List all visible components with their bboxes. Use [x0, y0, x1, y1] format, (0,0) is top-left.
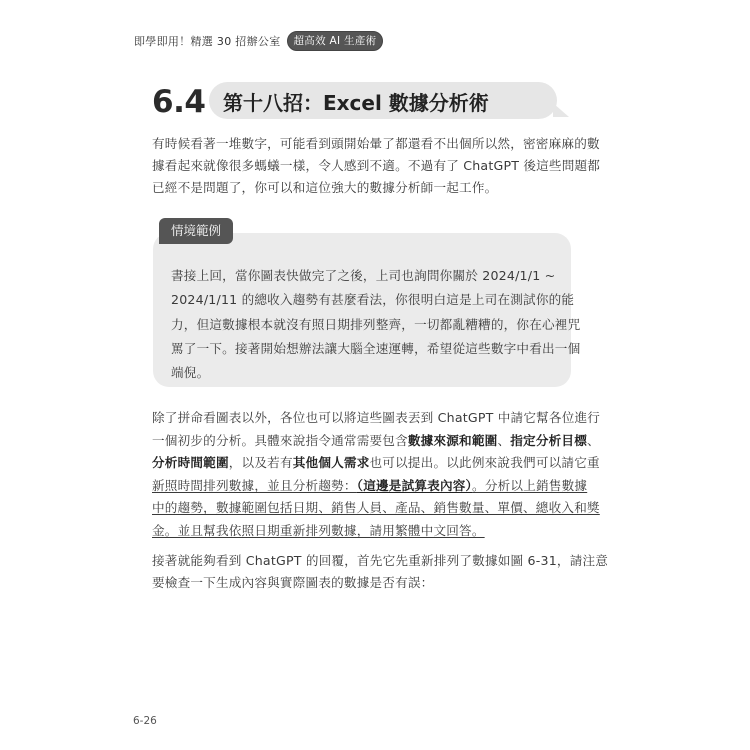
- book-title: 即學即用！精選 30 招辦公室: [134, 35, 281, 48]
- body-text: 、: [587, 432, 600, 448]
- body-paragraph: [152, 407, 601, 543]
- prompt-placeholder: （這邊是試算表內容）: [356, 477, 473, 493]
- intro-line: 已經不是問題了，你可以和這位強大的數據分析師一起工作。: [152, 180, 498, 196]
- body-line: [152, 452, 600, 475]
- page-number: 6-26: [133, 715, 157, 727]
- body-line: [152, 475, 588, 498]
- scenario-line: 書接上回，當你圖表快做完了之後，上司也詢問你關於 2024/1/1 ~: [171, 268, 556, 283]
- section-title-bubble: [209, 82, 557, 119]
- intro-line: 據看起來就像很多螞蟻一樣，令人感到不適。不過有了 ChatGPT 後這些問題都: [152, 158, 601, 174]
- emphasis-personal-needs: 其他個人需求: [292, 455, 370, 471]
- body-text: 、: [497, 432, 511, 448]
- section-heading: [152, 80, 572, 120]
- scenario-line: 端倪。: [171, 365, 210, 381]
- body-text: 一個初步的分析。具體來說指令通常需要包含: [152, 432, 408, 448]
- scenario-line: 2024/1/11 的總收入趨勢有甚麼看法，你很明白這是上司在測試你的能: [171, 292, 575, 308]
- running-header: [134, 31, 383, 51]
- emphasis-time-range: 分析時間範圍: [152, 455, 229, 471]
- intro-paragraph: [152, 133, 601, 200]
- section-title: 第十八招：Excel 數據分析術: [223, 91, 489, 115]
- body-text: 也可以提出。以此例來說我們可以請它重: [369, 455, 600, 471]
- followup-paragraph: [152, 550, 609, 594]
- series-badge: 超高效 AI 生產術: [287, 31, 384, 51]
- body-line: [152, 430, 600, 453]
- prompt-line: 金。並且幫我依照日期重新排列數據，請用繁體中文回答。: [152, 522, 485, 538]
- prompt-text: 。分析以上銷售數據: [472, 477, 588, 493]
- prompt-text: 新照時間排列數據，並且分析趨勢：: [152, 477, 357, 493]
- scenario-tab-label: 情境範例: [159, 218, 233, 244]
- body-text: ，以及若有: [228, 455, 293, 471]
- emphasis-data-source: 數據來源和範圍: [407, 432, 498, 448]
- scenario-line: 力，但這數據根本就沒有照日期排列整齊，一切都亂糟糟的，你在心裡咒: [171, 316, 581, 332]
- bubble-tail-shape: [553, 103, 569, 117]
- body-line: 除了拼命看圖表以外，各位也可以將這些圖表丟到 ChatGPT 中請它幫各位進行: [152, 410, 601, 425]
- section-number: 6.4: [152, 84, 206, 120]
- prompt-line: 中的趨勢，數據範圍包括日期、銷售人員、產品、銷售數量、單價、總收入和獎: [152, 500, 600, 516]
- scenario-text: [171, 264, 581, 385]
- followup-line: 接著就能夠看到 ChatGPT 的回覆，首先它先重新排列了數據如圖 6-31，請注意: [152, 553, 609, 568]
- intro-line: 有時候看著一堆數字，可能看到頭開始暈了都還看不出個所以然，密密麻麻的數: [152, 136, 600, 151]
- followup-line: 要檢查一下生成內容與實際圖表的數據是否有誤：: [152, 575, 434, 591]
- scenario-line: 罵了一下。接著開始想辦法讓大腦全速運轉，希望從這些數字中看出一個: [171, 340, 581, 356]
- emphasis-analysis-goal: 指定分析目標: [510, 432, 587, 448]
